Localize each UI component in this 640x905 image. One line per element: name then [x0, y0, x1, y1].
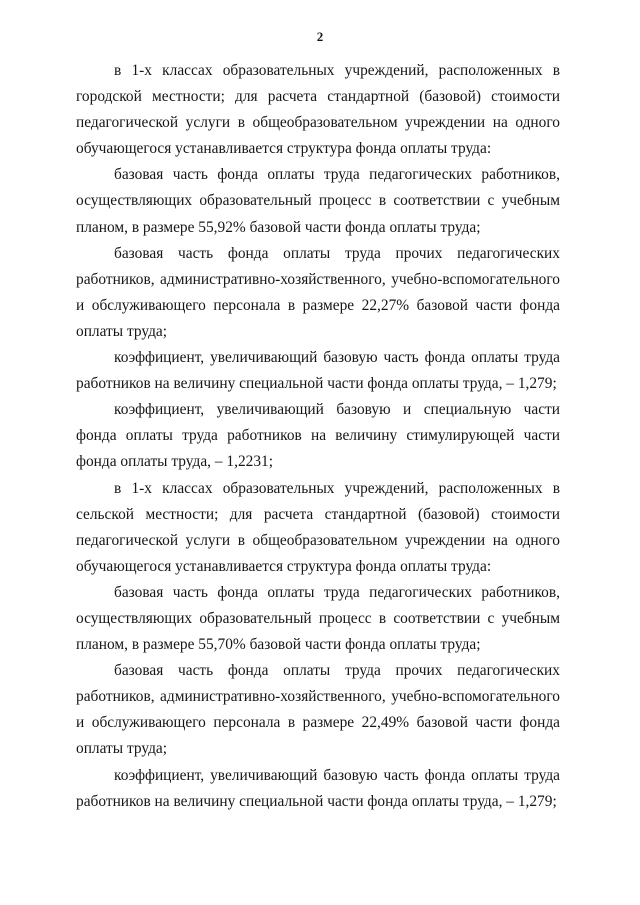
paragraph-rural-intro: в 1-х классах образовательных учреждений, расположенных в сельской местности; для расчета стандартной (базовой) стоимости педагогической услуги в общеобразовательном учреждении на одного обучающегося устанавливается структура фонда оплаты труда:: [76, 479, 560, 575]
paragraph-urban-stimulating-coefficient: коэффициент, увеличивающий базовую и специальную части фонда оплаты труда работников на величину стимулирующей части фонда оплаты труда, – 1,2231;: [76, 401, 560, 471]
paragraph-rural-teaching-staff: базовая часть фонда оплаты труда педагогических работников, осуществляющих образовательный процесс в соответствии с учебным планом, в размере 55,70% базовой части фонда оплаты труда;: [76, 583, 560, 654]
paragraph-urban-special-coefficient: коэффициент, увеличивающий базовую часть фонда оплаты труда работников на величину специальной части фонда оплаты труда, – 1,279;: [76, 349, 560, 393]
document-body: [76, 58, 560, 815]
page-number: 2: [316, 29, 324, 44]
paragraph-rural-special-coefficient: коэффициент, увеличивающий базовую часть фонда оплаты труда работников на величину специальной части фонда оплаты труда, – 1,279;: [76, 766, 560, 810]
paragraph-urban-other-staff: базовая часть фонда оплаты труда прочих педагогических работников, административно-хозяйственного, учебно-вспомогательного и обслуживающего персонала в размере 22,27% базовой части фонда оплаты труда;: [76, 244, 560, 340]
paragraph-urban-teaching-staff: базовая часть фонда оплаты труда педагогических работников, осуществляющих образовательный процесс в соответствии с учебным планом, в размере 55,92% базовой части фонда оплаты труда;: [76, 166, 560, 236]
paragraph-urban-intro: в 1-х классах образовательных учреждений, расположенных в городской местности; для расчета стандартной (базовой) стоимости педагогической услуги в общеобразовательном учреждении на одного обучающегося устанавливается структура фонда оплаты труда:: [76, 62, 560, 158]
paragraph-rural-other-staff: базовая часть фонда оплаты труда прочих педагогических работников, административно-хозяйственного, учебно-вспомогательного и обслуживающего персонала в размере 22,49% базовой части фонда оплаты труда;: [76, 662, 560, 758]
